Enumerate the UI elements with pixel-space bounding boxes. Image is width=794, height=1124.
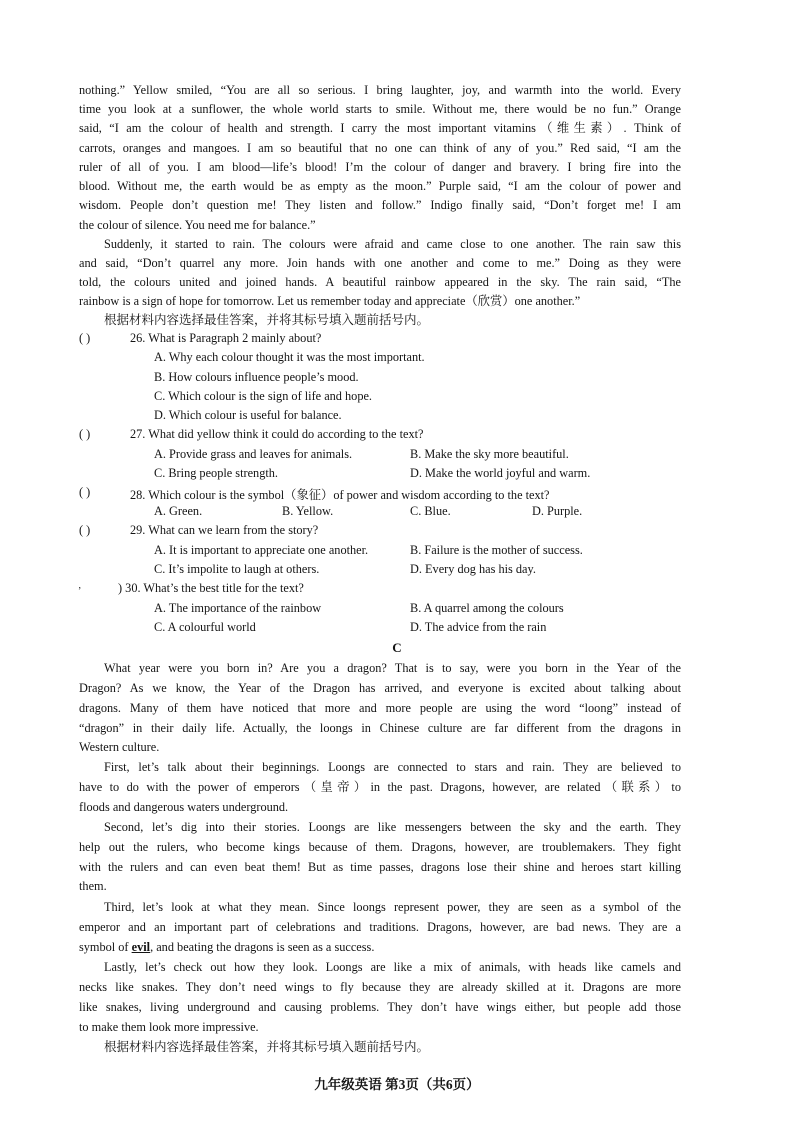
passage-line: ruler of all of you. I am blood—life’s blood! I’m the colour of danger and bravery. I bring fire into the [79, 160, 681, 174]
passage-line: and said, “Don’t quarrel any more. Join hands with one another and come to me.” Doing as they were [79, 256, 681, 270]
passage-line: Suddenly, it started to rain. The colours were afraid and came close to one another. The rain saw this [104, 237, 681, 251]
option-c: C. Blue. [410, 504, 451, 518]
passage-line: rainbow is a sign of hope for tomorrow. Let us remember today and appreciate（欣赏）one another.” [79, 294, 581, 308]
question-stem: 26. What is Paragraph 2 mainly about? [130, 331, 322, 345]
option-a: A. Why each colour thought it was the most important. [154, 350, 425, 364]
option-b: B. How colours influence people’s mood. [154, 370, 359, 384]
instruction-text: 根据材料内容选择最佳答案，并将其标号填入题前括号内。 [104, 1040, 430, 1054]
passage-line: said, “I am the colour of health and strength. I carry the most important vitamins（维生素）. Think of [79, 121, 681, 135]
page-footer: 九年级英语 第3页（共6页） [314, 1077, 480, 1092]
answer-blank[interactable]: ( ) [79, 331, 91, 345]
option-d: D. Which colour is useful for balance. [154, 408, 342, 422]
option-b: B. A quarrel among the colours [410, 601, 564, 615]
option-a: A. The importance of the rainbow [154, 601, 322, 615]
passage-line: them. [79, 879, 107, 893]
passage-line: time you look at a sunflower, the whole world starts to smile. Without me, there would be no fun.” Orange [79, 102, 681, 116]
option-d: D. Every dog has his day. [410, 562, 536, 576]
option-a: A. Green. [154, 504, 203, 518]
option-a: A. Provide grass and leaves for animals. [154, 447, 353, 461]
question-stem: 29. What can we learn from the story? [130, 523, 319, 537]
passage-line: Third, let’s look at what they mean. Since loongs represent power, they are seen as a symbol of the [104, 900, 681, 914]
passage-line: wisdom. People don’t question me! They listen and follow.” Indigo finally said, “Don’t forget me! I am [79, 198, 681, 212]
passage-line: help out the rulers, who become kings because of them. Dragons, however, are troublemakers. They fight [79, 840, 681, 854]
answer-blank[interactable]: ( ) [79, 485, 91, 499]
option-b: B. Failure is the mother of success. [410, 543, 583, 557]
scan-mark: ʼ [78, 586, 82, 597]
option-d: D. Purple. [532, 504, 583, 518]
option-c: C. A colourful world [154, 620, 256, 634]
passage-line: nothing.” Yellow smiled, “You are all so serious. I bring laughter, joy, and warmth into the world. Every [79, 83, 681, 97]
passage-line: told, the colours united and joined hands. A beautiful rainbow appeared in the sky. The rain said, “The [79, 275, 681, 289]
line-text: symbol of [79, 940, 132, 954]
passage-line: have to do with the power of emperors（皇帝）in the past. Dragons, however, are related（联系）to [79, 780, 681, 794]
passage-line: necks like snakes. They don’t need wings to fly because they are already skilled at it. Dragons are more [79, 980, 681, 994]
answer-blank[interactable]: ( ) [79, 523, 91, 537]
passage-line: emperor and an important part of celebrations and traditions. Dragons, however, are bad news. They are a [79, 920, 681, 934]
passage-line: like snakes, living underground and causing problems. They don’t have wings either, but people add those [79, 1000, 681, 1014]
option-a: A. It is important to appreciate one another. [154, 543, 369, 557]
passage-line: First, let’s talk about their beginnings. Loongs are connected to stars and rain. They are believed to [104, 760, 681, 774]
passage-line: to make them look more impressive. [79, 1020, 259, 1034]
option-d: D. Make the world joyful and warm. [410, 466, 591, 480]
passage-line: Dragon? As we know, the Year of the Dragon has arrived, and everyone is excited about talking about [79, 681, 681, 695]
passage-line [79, 939, 374, 955]
option-c: C. Which colour is the sign of life and hope. [154, 389, 372, 403]
option-c: C. Bring people strength. [154, 466, 278, 480]
passage-line: Lastly, let’s check out how they look. Loongs are like a mix of animals, with heads like camels and [104, 960, 681, 974]
passage-line: dragons. Many of them have noticed that more and more people are using the word “loong” instead of [79, 701, 681, 715]
passage-line: “dragon” in their daily life. Actually, the loongs in Chinese culture are far different from the dragons in [79, 721, 681, 735]
passage-line: Western culture. [79, 740, 160, 754]
passage-line: carrots, oranges and mangoes. I am so beautiful that no one can think of any of you.” Red said, “I am the [79, 141, 681, 155]
question-stem: 28. Which colour is the symbol（象征）of power and wisdom according to the text? [130, 488, 550, 502]
question-stem: ) 30. What’s the best title for the text? [118, 581, 304, 595]
passage-line: floods and dangerous waters underground. [79, 800, 289, 814]
answer-blank[interactable]: ( ) [79, 427, 91, 441]
passage-line: blood. Without me, the earth would be as empty as the moon.” Purple said, “I am the colour of power and [79, 179, 681, 193]
passage-line: Second, let’s dig into their stories. Loongs are like messengers between the sky and the earth. They [104, 820, 681, 834]
option-d: D. The advice from the rain [410, 620, 547, 634]
passage-line: What year were you born in? Are you a dragon? That is to say, were you born in the Year of the [104, 661, 681, 675]
passage-line: the colour of silence. You need me for balance.” [79, 218, 316, 232]
underlined-word: evil [131, 940, 151, 954]
option-c: C. It’s impolite to laugh at others. [154, 562, 320, 576]
instruction-text: 根据材料内容选择最佳答案，并将其标号填入题前括号内。 [104, 313, 430, 327]
section-heading: C [392, 640, 402, 655]
passage-line: with the rulers and can even beat them! But as time passes, dragons lose their shine and heroes start killing [79, 860, 681, 874]
question-stem: 27. What did yellow think it could do according to the text? [130, 427, 424, 441]
option-b: B. Yellow. [282, 504, 334, 518]
option-b: B. Make the sky more beautiful. [410, 447, 569, 461]
line-text: , and beating the dragons is seen as a success. [150, 940, 375, 954]
